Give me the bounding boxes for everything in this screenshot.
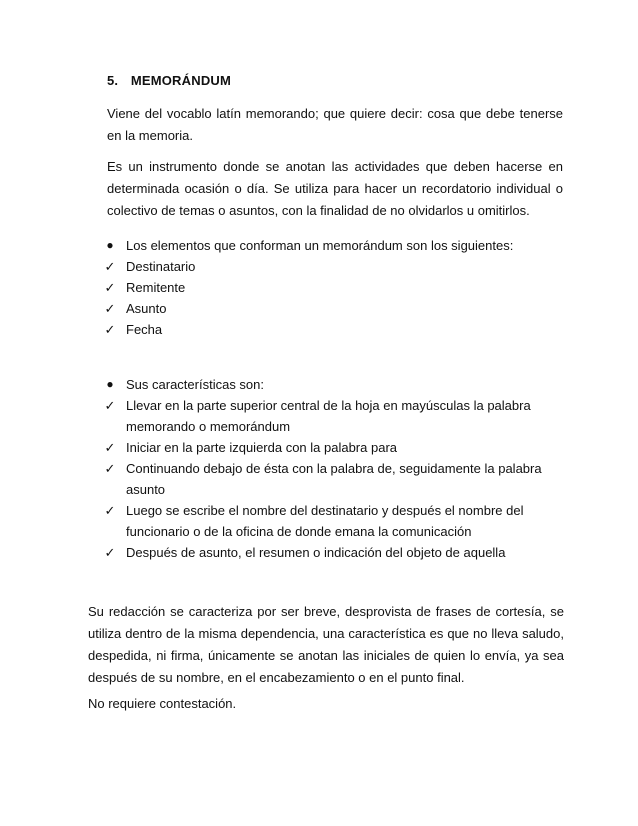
definition-paragraph: Es un instrumento donde se anotan las actividades que deben hacerse en determinada ocasión o día. Se utiliza para hacer un recordatorio individual o colectivo de temas o asuntos, con la finalidad de no olvidarlos u omitirlos. [107,159,563,218]
checkmark-icon: ✓ [104,301,116,316]
bullet-icon: ● [106,238,114,252]
checkmark-icon: ✓ [104,440,116,455]
feature-item: Continuando debajo de ésta con la palabra de, seguidamente la palabra asunto [126,461,542,497]
checkmark-icon: ✓ [104,259,116,274]
feature-item: Iniciar en la parte izquierda con la palabra para [126,440,398,455]
section-heading [107,73,231,88]
checkmark-icon: ✓ [104,461,116,476]
section-number: 5. [107,73,119,88]
checkmark-icon: ✓ [104,280,116,295]
list-item [100,277,560,298]
bullet-icon: ● [106,377,114,391]
element-item: Destinatario [126,259,196,274]
writing-paragraph: Su redacción se caracteriza por ser breve, desprovista de frases de cortesía, se utiliza dentro de la misma dependencia, una característica es que no lleva saludo, despedida, ni firma, únicamente se anotan las iniciales de quien lo envía, ya sea después de su nombre, en el encabezamiento o en el punto final. [88,604,564,685]
element-item: Fecha [126,322,163,337]
checkmark-icon: ✓ [104,545,116,560]
checkmark-icon: ✓ [104,322,116,337]
checkmark-icon: ✓ [104,398,116,413]
features-list [100,374,560,563]
elements-list [100,235,560,340]
list-item [100,542,560,563]
feature-item: Llevar en la parte superior central de la hoja en mayúsculas la palabra memorando o memorándum [126,398,531,434]
list-item [100,395,560,437]
elements-intro: Los elementos que conforman un memorándum son los siguientes: [126,238,514,253]
list-item [100,458,560,500]
element-item: Remitente [126,280,186,295]
feature-item: Después de asunto, el resumen o indicación del objeto de aquella [126,545,506,560]
list-item [100,235,560,256]
features-intro: Sus características son: [126,377,264,392]
no-reply-paragraph: No requiere contestación. [88,696,237,711]
list-item [100,500,560,542]
list-item [100,437,560,458]
list-item [100,374,560,395]
list-item [100,256,560,277]
list-item [100,298,560,319]
section-title: MEMORÁNDUM [130,73,232,88]
checkmark-icon: ✓ [104,503,116,518]
list-item [100,319,560,340]
etymology-paragraph: Viene del vocablo latín memorando; que quiere decir: cosa que debe tenerse en la memoria. [107,106,563,143]
feature-item: Luego se escribe el nombre del destinatario y después el nombre del funcionario o de la oficina de donde emana la comunicación [126,503,524,539]
element-item: Asunto [126,301,167,316]
